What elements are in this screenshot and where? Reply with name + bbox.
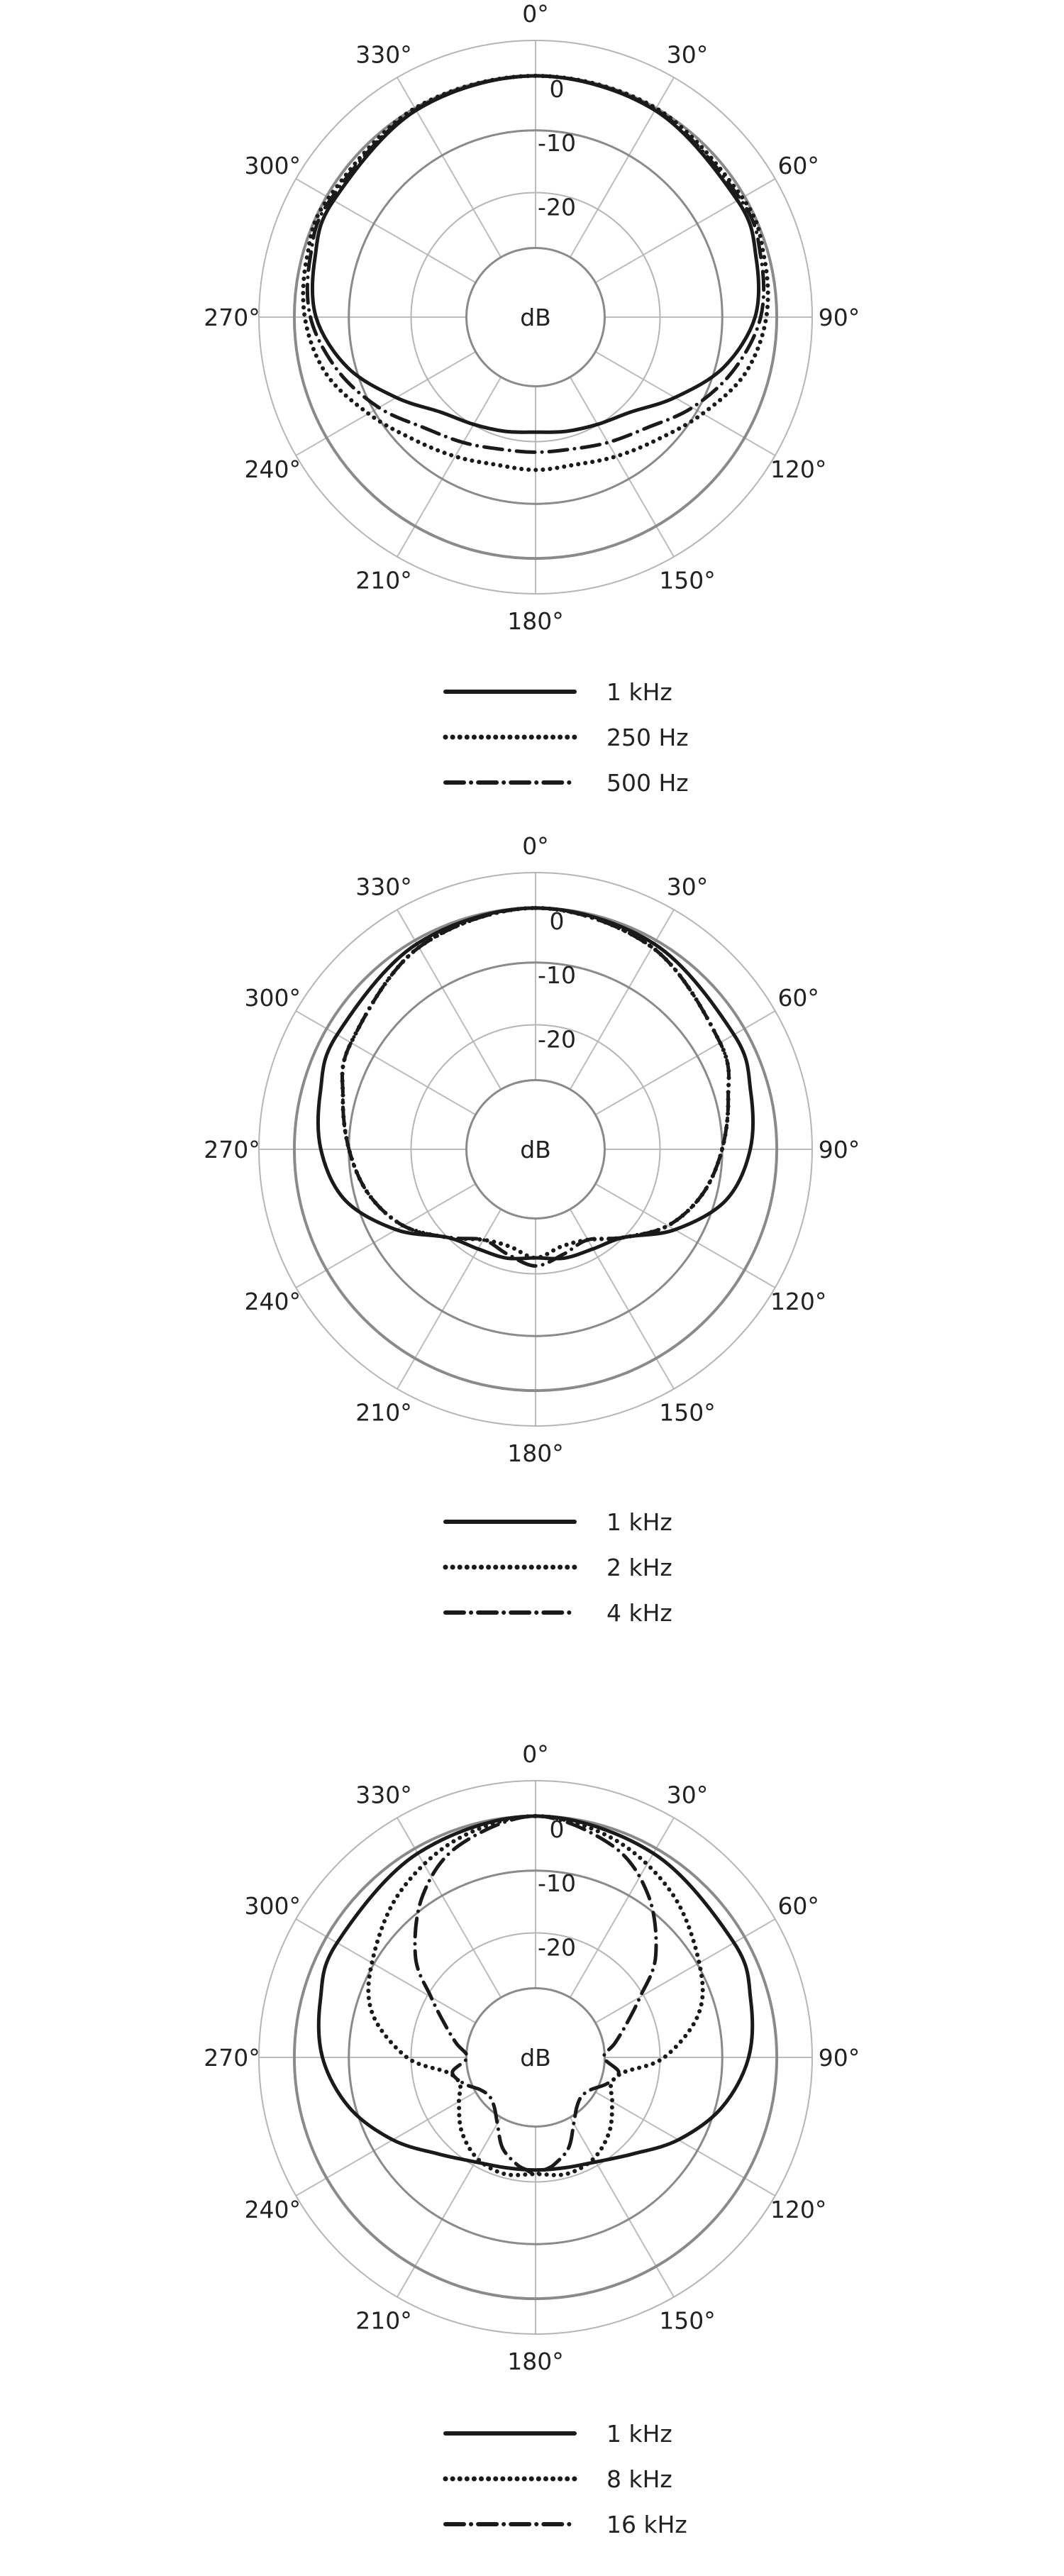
angle-label-30: 30° xyxy=(666,1781,709,1809)
angle-label-300: 300° xyxy=(244,984,301,1012)
angle-label-210: 210° xyxy=(355,566,412,595)
ring-label: -10 xyxy=(538,961,576,989)
polar-chart-3 xyxy=(204,1740,860,2538)
spoke-150 xyxy=(570,2117,674,2296)
spoke-30 xyxy=(570,77,674,257)
angle-label-0: 0° xyxy=(522,0,549,28)
angle-label-180: 180° xyxy=(507,607,564,635)
angle-label-330: 330° xyxy=(355,873,412,901)
legend xyxy=(445,2420,687,2538)
angle-label-150: 150° xyxy=(659,2306,716,2335)
spoke-210 xyxy=(397,2117,501,2296)
angle-label-240: 240° xyxy=(244,1288,301,1315)
legend-label: 16 kHz xyxy=(606,2511,687,2538)
angle-label-270: 270° xyxy=(204,2044,260,2072)
angle-label-90: 90° xyxy=(818,2044,860,2072)
angle-label-180: 180° xyxy=(507,1439,564,1467)
legend xyxy=(445,678,689,797)
angle-label-210: 210° xyxy=(355,1398,412,1427)
spoke-330 xyxy=(397,910,501,1089)
angle-label-60: 60° xyxy=(777,1892,819,1920)
angle-label-0: 0° xyxy=(522,1740,549,1768)
angle-label-240: 240° xyxy=(244,455,301,483)
angle-label-300: 300° xyxy=(244,1892,301,1920)
ring-label: 0 xyxy=(549,1815,565,1843)
spoke-240 xyxy=(296,2092,475,2196)
legend-label: 4 kHz xyxy=(606,1599,672,1627)
ring-label: -20 xyxy=(538,1025,576,1054)
db-center-label: dB xyxy=(520,2044,551,2072)
legend-label: 2 kHz xyxy=(606,1554,672,1581)
angle-label-90: 90° xyxy=(818,1136,860,1163)
legend-label: 500 Hz xyxy=(606,769,689,797)
polar-chart-2 xyxy=(204,832,860,1627)
angle-label-90: 90° xyxy=(818,304,860,331)
angle-label-120: 120° xyxy=(770,455,827,483)
legend-label: 1 kHz xyxy=(606,678,672,706)
angle-label-330: 330° xyxy=(355,40,412,69)
spoke-120 xyxy=(595,2092,775,2196)
legend xyxy=(445,1508,672,1627)
ring-label: -20 xyxy=(538,1933,576,1962)
angle-label-330: 330° xyxy=(355,1781,412,1809)
spoke-330 xyxy=(397,77,501,257)
angle-label-120: 120° xyxy=(770,2196,827,2223)
spoke-300 xyxy=(296,179,475,282)
angle-label-0: 0° xyxy=(522,832,549,860)
angle-label-150: 150° xyxy=(659,1398,716,1427)
ring-label: 0 xyxy=(549,907,565,935)
angle-label-30: 30° xyxy=(666,40,709,69)
angle-label-300: 300° xyxy=(244,152,301,179)
angle-label-180: 180° xyxy=(507,2348,564,2375)
angle-label-150: 150° xyxy=(659,566,716,595)
ring-label: -20 xyxy=(538,193,576,221)
angle-label-270: 270° xyxy=(204,1136,260,1163)
ring-label: 0 xyxy=(549,74,565,103)
angle-label-60: 60° xyxy=(777,984,819,1012)
legend-label: 8 kHz xyxy=(606,2465,672,2493)
legend-label: 1 kHz xyxy=(606,1508,672,1536)
angle-label-30: 30° xyxy=(666,873,709,901)
angle-label-240: 240° xyxy=(244,2196,301,2223)
spoke-60 xyxy=(595,179,775,282)
spoke-30 xyxy=(570,910,674,1089)
legend-label: 1 kHz xyxy=(606,2420,672,2448)
ring-label: -10 xyxy=(538,128,576,157)
angle-label-60: 60° xyxy=(777,152,819,179)
angle-label-210: 210° xyxy=(355,2306,412,2335)
polar-chart-1 xyxy=(204,0,860,797)
db-center-label: dB xyxy=(520,1136,551,1163)
ring-label: -10 xyxy=(538,1869,576,1897)
angle-label-270: 270° xyxy=(204,304,260,331)
db-center-label: dB xyxy=(520,304,551,331)
spoke-240 xyxy=(296,1184,475,1288)
angle-label-120: 120° xyxy=(770,1288,827,1315)
legend-label: 250 Hz xyxy=(606,724,689,751)
